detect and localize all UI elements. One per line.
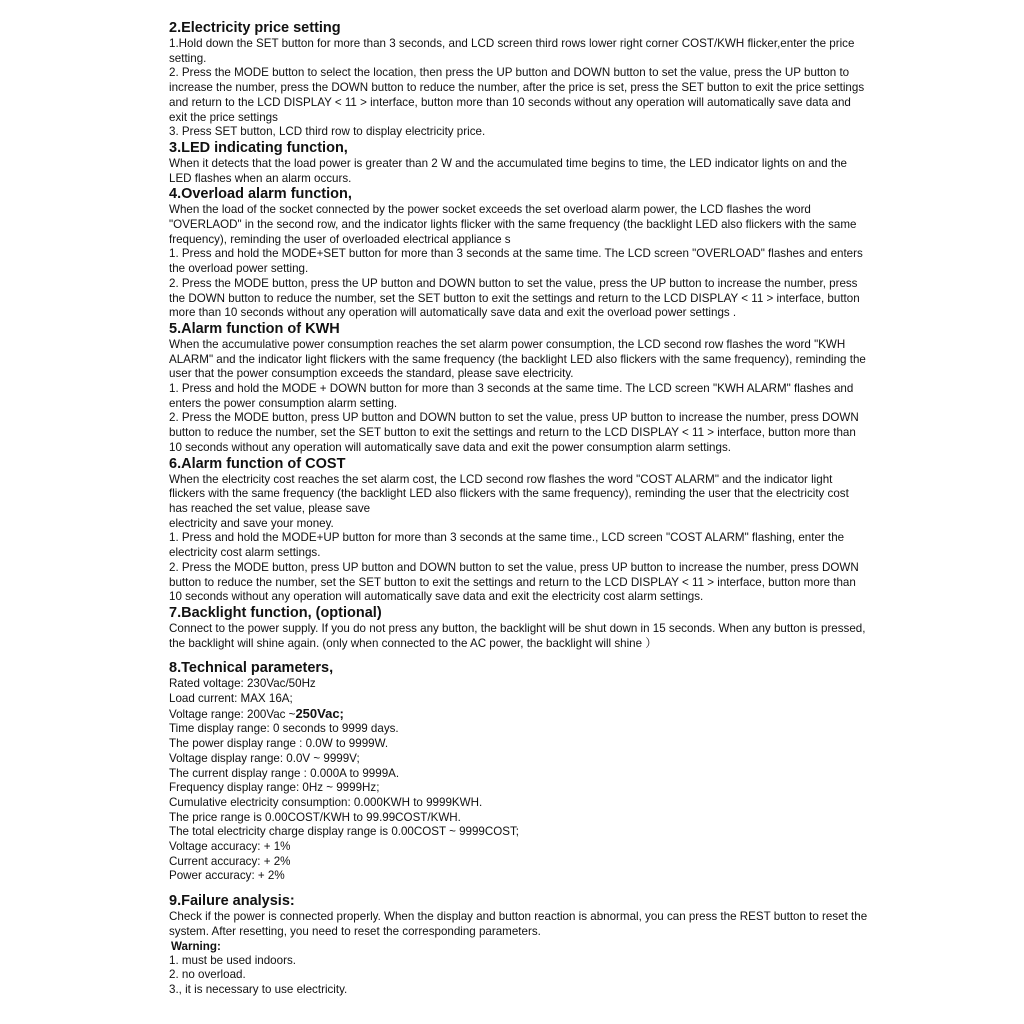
warning-item: 1. must be used indoors. — [169, 953, 296, 967]
paragraph: When the electricity cost reaches the set alarm cost, the LCD second row flashes the word "COST ALARM" and the indicator light flickers with the same frequency (the backlight LED also flickers with the same frequency), reminding the user that the electricity cost has reached the set value, please save — [169, 472, 849, 515]
param-line: Frequency display range: 0Hz ~ 9999Hz; — [169, 781, 380, 795]
section-kwh-alarm — [169, 321, 869, 456]
section-led-indicating — [169, 140, 869, 186]
section-heading: 2.Electricity price setting — [169, 20, 341, 36]
section-heading: 8.Technical parameters, — [169, 660, 334, 677]
param-line: The current display range : 0.000A to 9999A. — [169, 766, 400, 780]
voltage-range-suffix: 250Vac; — [295, 705, 344, 721]
section-heading: 5.Alarm function of KWH — [169, 320, 340, 337]
param-line: Rated voltage: 230Vac/50Hz — [169, 677, 316, 691]
param-line: Load current: MAX 16A; — [169, 692, 293, 706]
paragraph: When the load of the socket connected by the power socket exceeds the set overload alarm power, the LCD flashes the word "OVERLAOD" in the second row, and the indicator lights flicker with the same frequency (the backlight LED also flickers with the same frequency), reminding the user of overloaded electrical appliance s — [169, 203, 857, 246]
paragraph: Check if the power is connected properly. When the display and button reaction is abnormal, you can press the REST button to reset the system. After resetting, you need to reset the corresponding parameters. — [169, 910, 868, 938]
section-heading: 7.Backlight function, (optional) — [169, 604, 382, 621]
warning-item: 2. no overload. — [169, 968, 246, 982]
section-price-setting — [169, 20, 869, 140]
param-line: Power accuracy: + 2% — [169, 869, 285, 883]
manual-page — [169, 20, 869, 998]
param-line: Current accuracy: + 2% — [169, 854, 291, 868]
param-line: The power display range : 0.0W to 9999W. — [169, 737, 389, 751]
paragraph: When the accumulative power consumption reaches the set alarm power consumption, the LCD second row flashes the word "KWH ALARM" and the indicator light flickers with the same frequency (the backlight LED also flickers with the same frequency), reminding the user that the power consumption exceeds the standard, please save electricity. — [169, 337, 866, 381]
section-overload-alarm — [169, 186, 869, 321]
paragraph: 1.Hold down the SET button for more than 3 seconds, and LCD screen third rows lower right corner COST/KWH flicker,enter the price setting. — [169, 37, 855, 65]
paragraph: When it detects that the load power is greater than 2 W and the accumulated time begins to time, the LED indicator lights on and the LED flashes when an alarm occurs. — [169, 156, 847, 185]
section-failure-analysis — [169, 893, 869, 998]
section-cost-alarm — [169, 456, 869, 605]
section-technical-parameters — [169, 660, 869, 884]
paragraph: 1. Press and hold the MODE+UP button for more than 3 seconds at the same time., LCD screen "COST ALARM" flashing, enter the electricity cost alarm settings. — [169, 531, 845, 560]
param-line: Time display range: 0 seconds to 9999 days. — [169, 722, 399, 736]
param-line: Voltage accuracy: + 1% — [169, 840, 291, 854]
voltage-range-prefix: Voltage range: 200Vac ~ — [169, 707, 296, 721]
param-line: Voltage display range: 0.0V ~ 9999V; — [169, 751, 360, 765]
paragraph: electricity and save your money. — [169, 516, 334, 530]
section-heading: 9.Failure analysis: — [169, 893, 295, 910]
paragraph: 2. Press the MODE button, press the UP button and DOWN button to set the value, press the UP button to increase the number, press the DOWN button to reduce the number, set the SET button to exit the settings and return to the LCD DISPLAY < 11 > interface, button more than 10 seconds without any operation will automatically save data and exit the overload power settings . — [169, 276, 860, 320]
paragraph: 1. Press and hold the MODE + DOWN button for more than 3 seconds at the same time. The LCD screen "KWH ALARM" flashes and enters the power consumption alarm setting. — [169, 382, 854, 410]
warning-item: 3., it is necessary to use electricity. — [169, 983, 348, 997]
param-line: The total electricity charge display range is 0.00COST ~ 9999COST; — [169, 825, 520, 839]
paragraph: 2. Press the MODE button, press UP button and DOWN button to set the value, press UP button to increase the number, press DOWN button to reduce the number, set the SET button to exit the settings and return to the LCD DISPLAY < 11 > interface, button more than 10 seconds without any operation will automatically save data and exit the electricity cost alarm settings. — [169, 560, 859, 604]
section-backlight — [169, 605, 869, 651]
paragraph: 3. Press SET button, LCD third row to display electricity price. — [169, 125, 486, 139]
section-heading: 4.Overload alarm function, — [169, 186, 352, 203]
param-line: The price range is 0.00COST/KWH to 99.99COST/KWH. — [169, 810, 461, 824]
param-line-voltage-range — [169, 707, 869, 723]
paragraph: 1. Press and hold the MODE+SET button for more than 3 seconds at the same time. The LCD screen "OVERLOAD" flashes and enters the overload power setting. — [169, 247, 863, 276]
param-line: Cumulative electricity consumption: 0.000KWH to 9999KWH. — [169, 795, 483, 809]
section-heading: 3.LED indicating function, — [169, 139, 348, 156]
paragraph: Connect to the power supply. If you do not press any button, the backlight will be shut down in 15 seconds. When any button is pressed, the backlight will shine again. (only when connected to the AC power, the backlight will shine ） — [169, 621, 866, 650]
warning-label: Warning: — [171, 939, 221, 953]
paragraph: 2. Press the MODE button, press UP button and DOWN button to set the value, press UP button to increase the number, press DOWN button to reduce the number, set the SET button to exit the settings and return to the LCD DISPLAY < 11 > interface, button more than 10 seconds without any operation will automatically save data and exit the power consumption alarm settings. — [169, 411, 859, 454]
section-heading: 6.Alarm function of COST — [169, 455, 346, 472]
paragraph: 2. Press the MODE button to select the location, then press the UP button and DOWN button to set the value, press the UP button to increase the number, press the DOWN button to reduce the number, after the price is set, press the SET button to exit the price settings and return to the LCD DISPLAY < 11 > interface, button more than 10 seconds without any operation will automatically save data and exit the price settings — [169, 66, 865, 124]
